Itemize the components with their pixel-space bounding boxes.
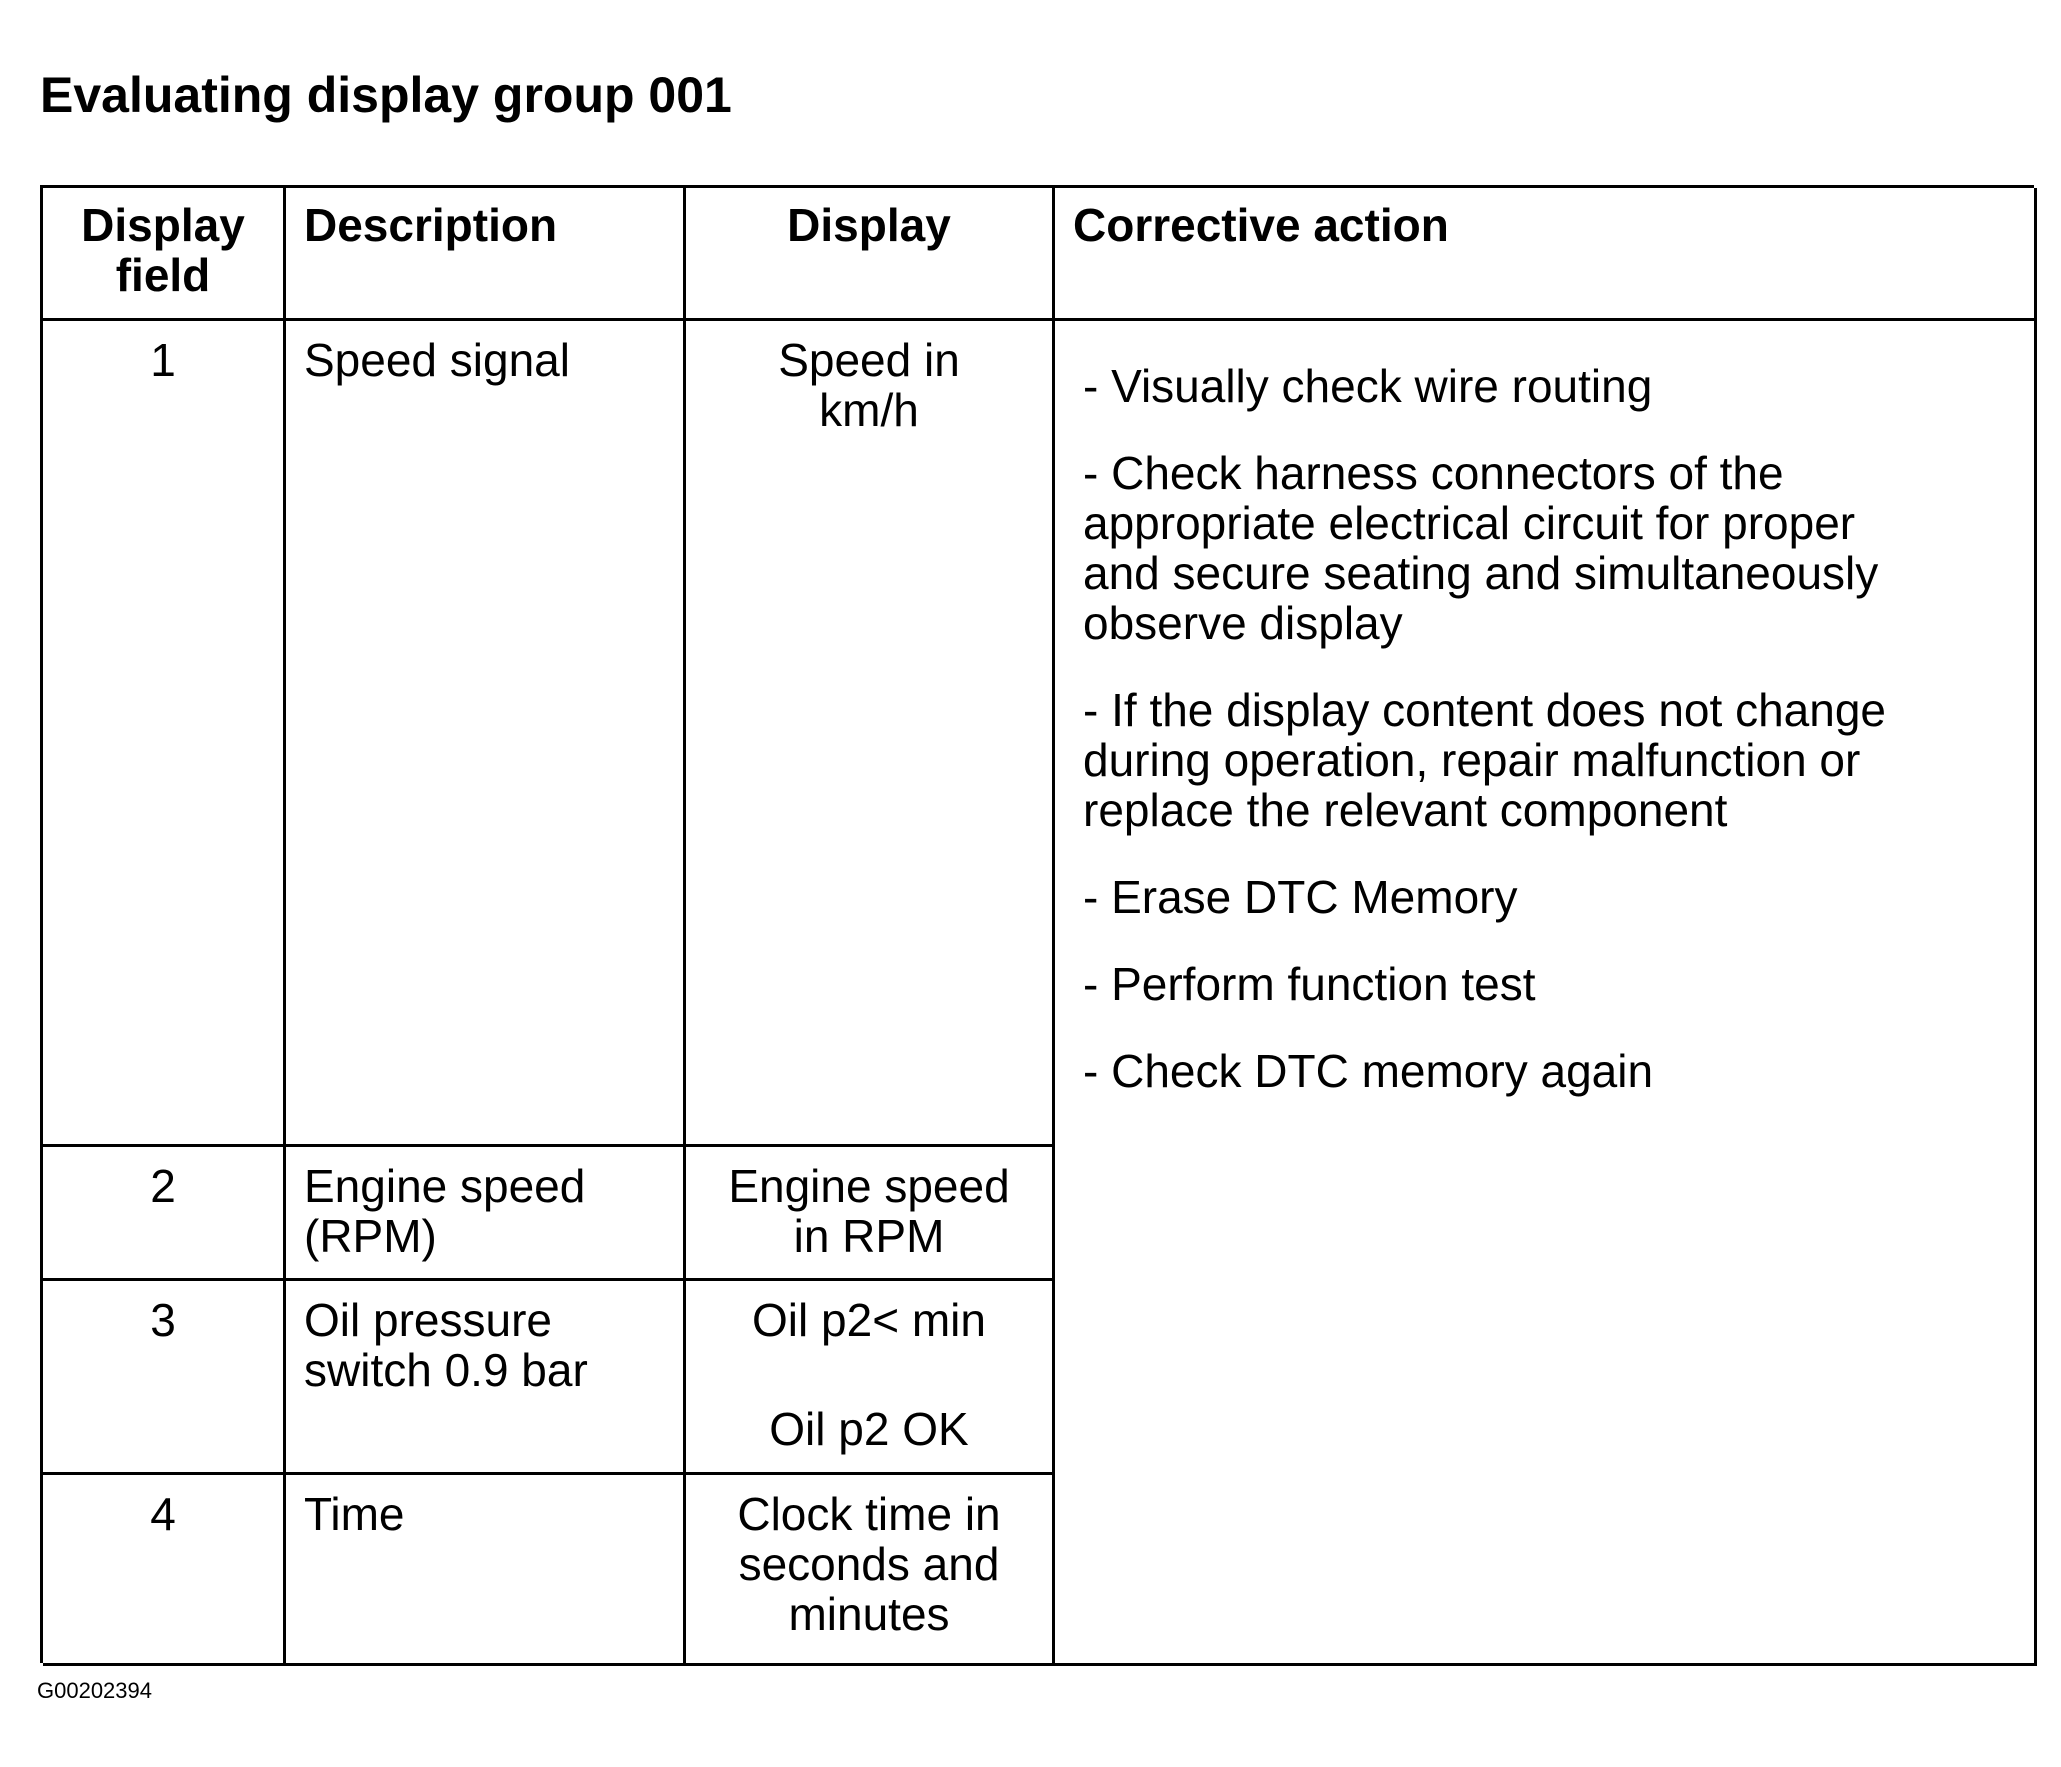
corrective-action-item: - If the display content does not change during operation, repair malfunction or replace the relevant component bbox=[1083, 684, 1886, 836]
row-3-display-value: Oil p2< min bbox=[752, 1294, 986, 1346]
corrective-action-item: - Check DTC memory again bbox=[1083, 1045, 1654, 1097]
row-3-description: Oil pressure switch 0.9 bar bbox=[286, 1281, 686, 1475]
row-3-display bbox=[686, 1281, 1055, 1475]
header-display-label: Display bbox=[787, 199, 951, 251]
row-1-description: Speed signal bbox=[286, 321, 686, 1147]
row-1-field: 1 bbox=[43, 321, 286, 1147]
row-4-display-value: Clock time in seconds and minutes bbox=[737, 1488, 1001, 1640]
corrective-action-cell bbox=[1055, 321, 2037, 1666]
row-4-description: Time bbox=[286, 1475, 686, 1666]
corrective-action-item: - Visually check wire routing bbox=[1083, 360, 1653, 412]
row-3-field: 3 bbox=[43, 1281, 286, 1475]
corrective-action-item: - Check harness connectors of the appropriate electrical circuit for proper and secure seating and simultaneously observe display bbox=[1083, 447, 1879, 649]
corrective-action-item: - Erase DTC Memory bbox=[1083, 871, 1518, 923]
figure-id: G00202394 bbox=[37, 1678, 152, 1703]
corrective-action-item: - Perform function test bbox=[1083, 958, 1536, 1010]
row-4-field: 4 bbox=[43, 1475, 286, 1666]
display-group-table bbox=[40, 185, 2034, 1663]
header-display-field bbox=[43, 188, 286, 321]
row-2-field: 2 bbox=[43, 1147, 286, 1281]
row-2-description: Engine speed (RPM) bbox=[286, 1147, 686, 1281]
header-description bbox=[286, 188, 686, 321]
row-2-display bbox=[686, 1147, 1055, 1281]
header-corrective-action bbox=[1055, 188, 2037, 321]
page-title: Evaluating display group 001 bbox=[40, 67, 732, 123]
row-1-display bbox=[686, 321, 1055, 1147]
header-corrective-action-label: Corrective action bbox=[1073, 199, 1449, 251]
row-4-display bbox=[686, 1475, 1055, 1666]
header-display bbox=[686, 188, 1055, 321]
header-display-field-label: Display field bbox=[81, 199, 245, 301]
row-1-display-value: Speed in km/h bbox=[778, 334, 960, 436]
header-description-label: Description bbox=[304, 199, 558, 251]
row-2-display-value: Engine speed in RPM bbox=[728, 1160, 1010, 1262]
row-3-display-value: Oil p2 OK bbox=[769, 1403, 969, 1455]
